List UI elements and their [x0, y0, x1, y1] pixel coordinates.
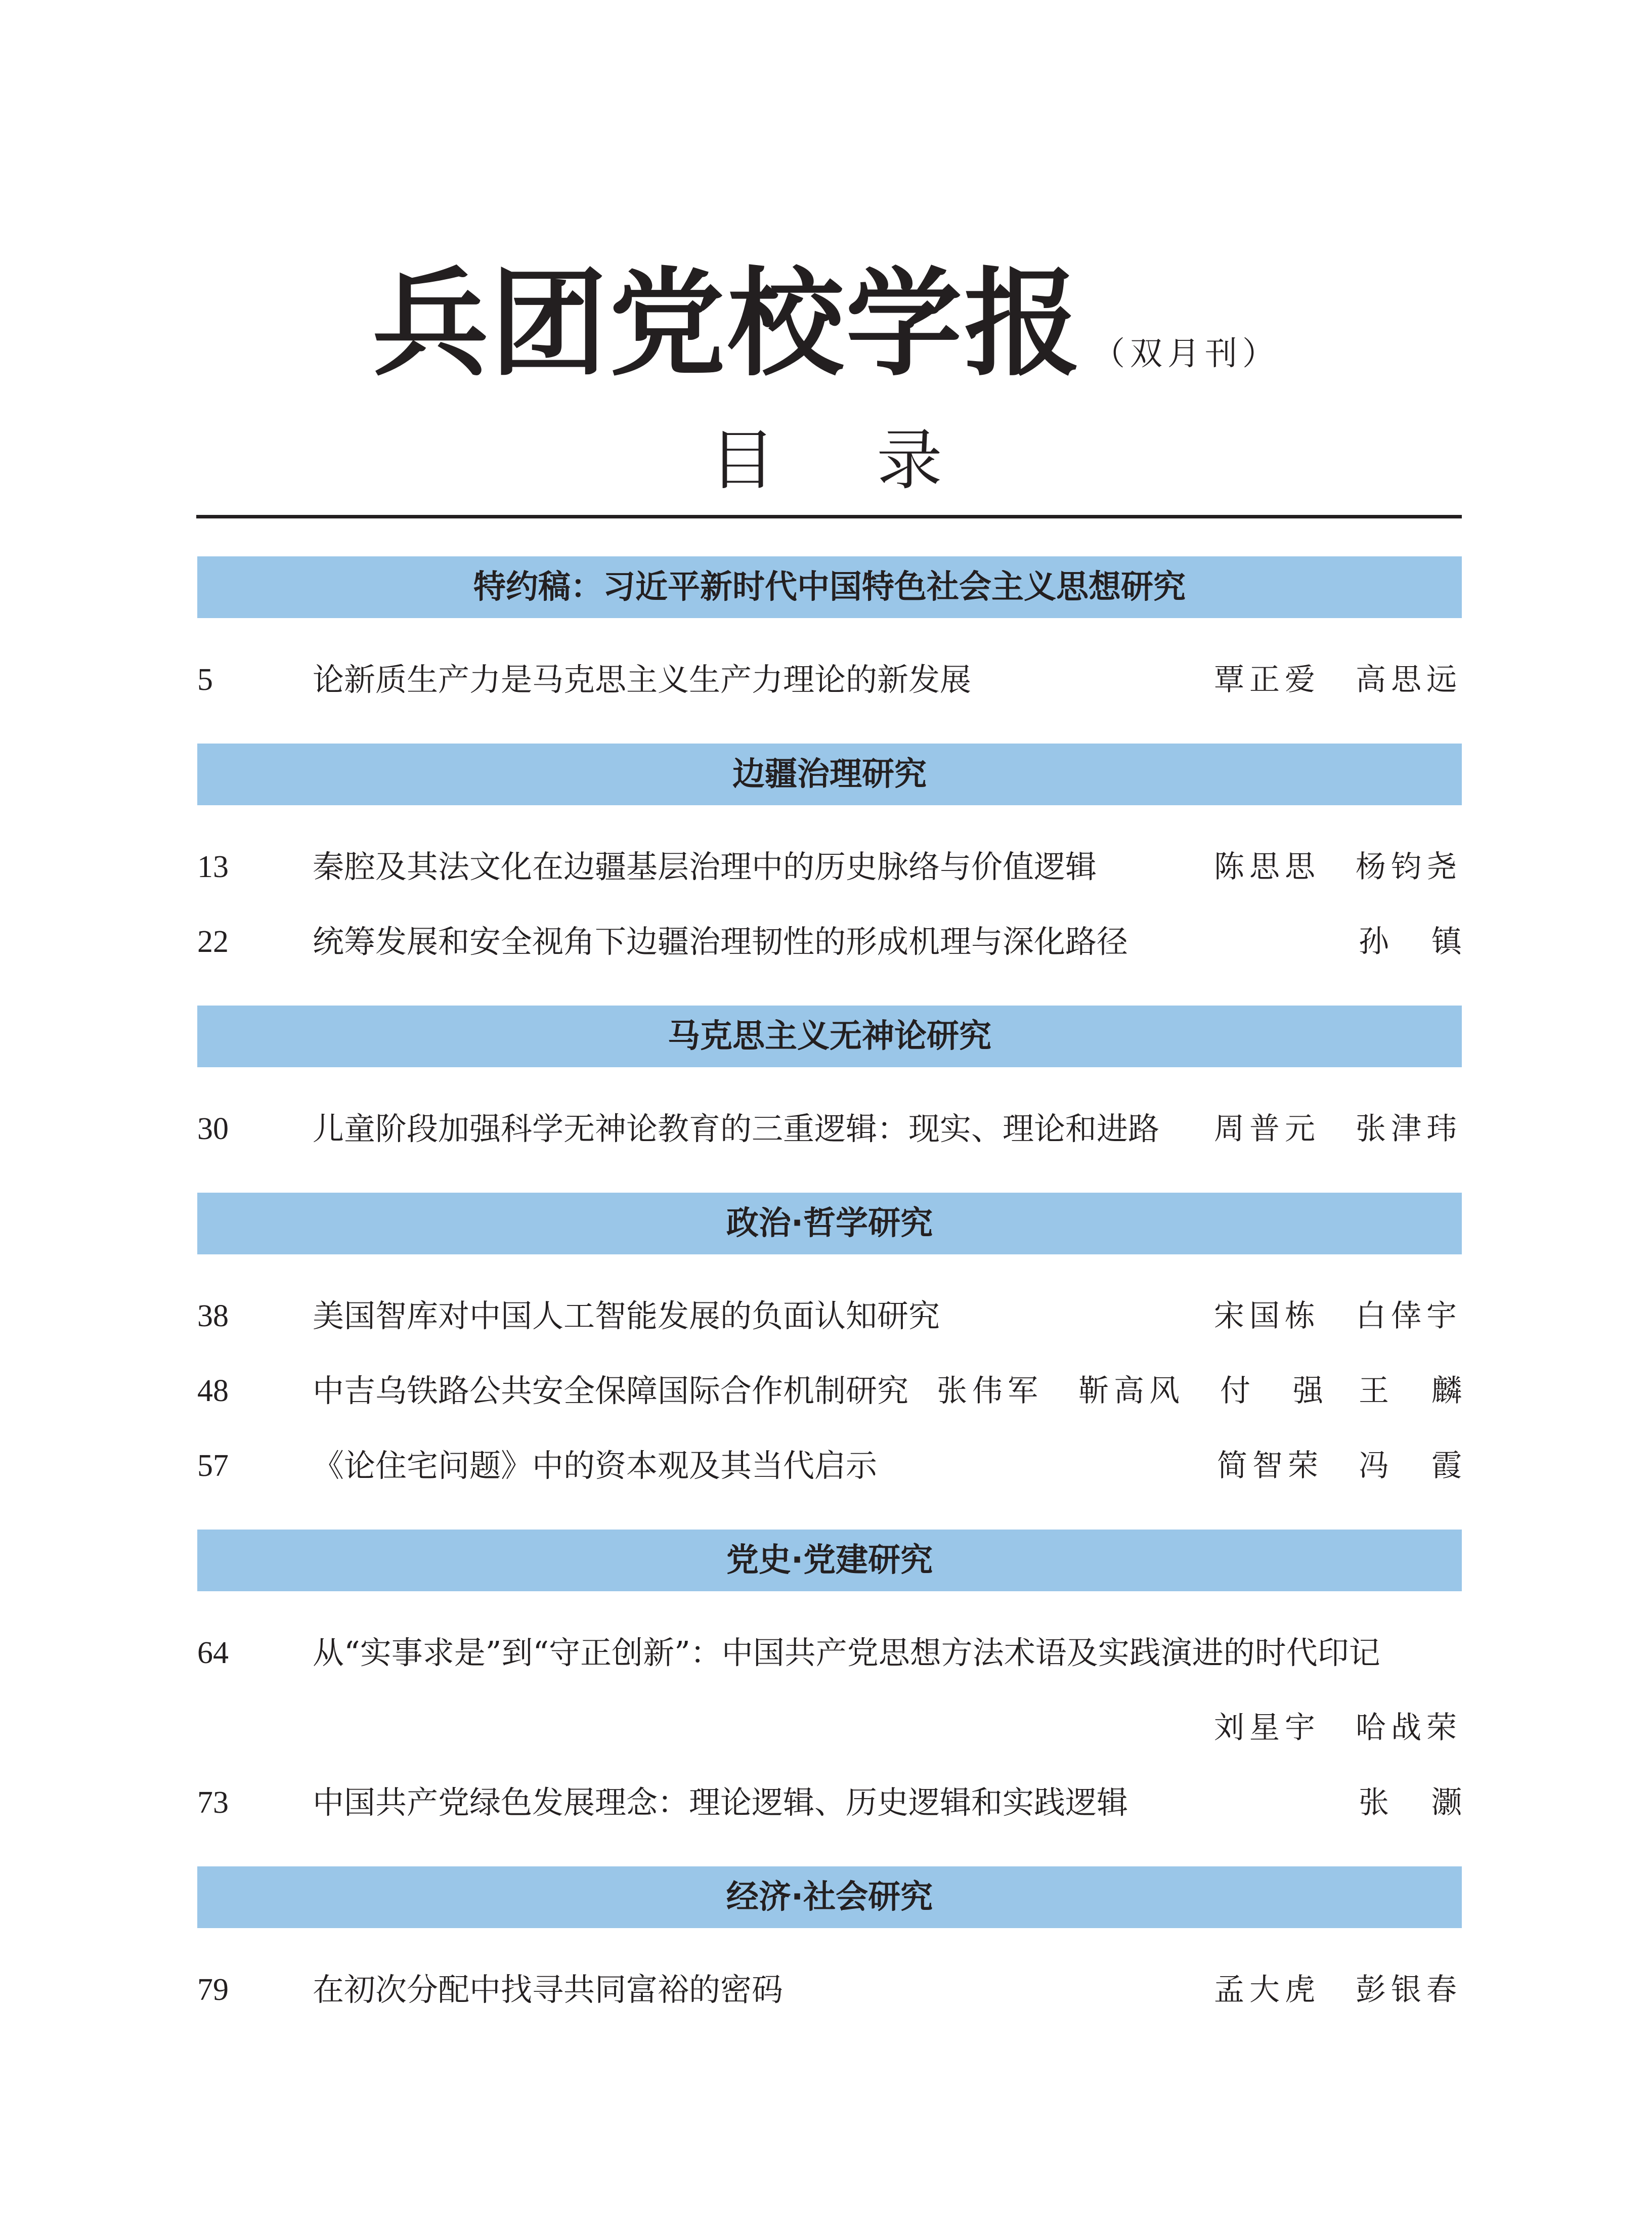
toc-entry-continued[interactable]: [197, 1690, 1462, 1765]
journal-title: 兵团党校学报: [372, 255, 1082, 392]
author-list: [1214, 1952, 1462, 2027]
article-title: 从“实事求是”到“守正创新”：中国共产党思想方法术语及实践演进的时代印记: [313, 1634, 1380, 1671]
section-heading: 边疆治理研究: [197, 744, 1462, 805]
article-title: 儿童阶段加强科学无神论教育的三重逻辑：现实、理论和进路: [313, 1110, 1160, 1147]
author-list: [1359, 904, 1504, 979]
toc-entry[interactable]: [197, 1279, 1462, 1354]
author-name: 高思远: [1356, 662, 1462, 697]
author-list: [1214, 642, 1462, 717]
masthead: [0, 253, 1652, 395]
article-title: 论新质生产力是马克思主义生产力理论的新发展: [313, 661, 972, 698]
author-name: 付强: [1220, 1373, 1366, 1409]
page-number: 64: [197, 1636, 229, 1670]
divider-rule: [196, 515, 1462, 518]
page-number: 73: [197, 1785, 229, 1820]
page-number: 22: [197, 925, 229, 959]
author-name: 刘星宇: [1214, 1710, 1320, 1746]
article-title: 《论住宅问题》中的资本观及其当代启示: [313, 1447, 878, 1484]
author-name: 孟大虎: [1214, 1972, 1320, 2008]
page-number: 5: [197, 663, 213, 697]
author-name: 覃正爱: [1214, 662, 1320, 697]
page-number: 48: [197, 1374, 229, 1408]
toc-entry[interactable]: [197, 1428, 1504, 1503]
toc-entry[interactable]: [197, 1616, 1462, 1690]
author-list: [1214, 1279, 1462, 1354]
author-name: 简智荣: [1217, 1448, 1323, 1484]
author-name: 宋国栋: [1214, 1298, 1320, 1334]
toc-entry[interactable]: [197, 830, 1462, 904]
article-title: 统筹发展和安全视角下边疆治理韧性的形成机理与深化路径: [313, 923, 1128, 960]
author-name: 张灏: [1359, 1785, 1504, 1820]
author-name: 白倖宇: [1356, 1298, 1462, 1334]
toc-entry[interactable]: [197, 1092, 1462, 1166]
article-title: 秦腔及其法文化在边疆基层治理中的历史脉络与价值逻辑: [313, 848, 1097, 885]
author-name: 孙镇: [1359, 924, 1504, 959]
author-name: 彭银春: [1356, 1972, 1462, 2008]
section-heading: 经济·社会研究: [197, 1866, 1462, 1928]
author-name: 王麟: [1359, 1373, 1504, 1409]
section-heading: 党史·党建研究: [197, 1530, 1462, 1591]
toc-entry[interactable]: [197, 904, 1504, 979]
article-title: 在初次分配中找寻共同富裕的密码: [313, 1971, 784, 2008]
author-name: 陈思思: [1214, 849, 1320, 885]
author-name: 张伟军: [937, 1373, 1043, 1409]
page-number: 57: [197, 1449, 229, 1483]
page-number: 13: [197, 850, 229, 884]
toc-heading: 目录: [709, 422, 1044, 499]
author-name: 杨钧尧: [1356, 849, 1462, 885]
article-title: 中国共产党绿色发展理念：理论逻辑、历史逻辑和实践逻辑: [313, 1784, 1128, 1821]
article-title: 中吉乌铁路公共安全保障国际合作机制研究: [313, 1372, 909, 1409]
section-heading: 政治·哲学研究: [197, 1193, 1462, 1254]
author-list: [1217, 1428, 1504, 1503]
author-name: 靳高风: [1078, 1373, 1185, 1409]
toc-entry[interactable]: [197, 1765, 1504, 1840]
author-list: [937, 1354, 1504, 1428]
author-name: 张津玮: [1356, 1111, 1462, 1147]
toc-entry[interactable]: [197, 1354, 1504, 1428]
author-name: 哈战荣: [1356, 1710, 1462, 1746]
page-number: 79: [197, 1973, 229, 2007]
author-name: 冯霞: [1359, 1448, 1504, 1484]
page-number: 30: [197, 1112, 229, 1146]
toc-entry[interactable]: [197, 1952, 1462, 2027]
toc-entry[interactable]: [197, 642, 1462, 717]
author-list: [1359, 1765, 1504, 1840]
publication-frequency: （双月刊）: [1093, 335, 1280, 373]
author-list: [1214, 1690, 1462, 1765]
author-list: [1214, 1092, 1462, 1166]
article-title: 美国智库对中国人工智能发展的负面认知研究: [313, 1297, 940, 1334]
section-heading: 马克思主义无神论研究: [197, 1006, 1462, 1067]
table-of-contents: [197, 556, 1504, 2027]
author-name: 周普元: [1214, 1111, 1320, 1147]
section-heading: 特约稿：习近平新时代中国特色社会主义思想研究: [197, 556, 1462, 618]
page-number: 38: [197, 1299, 229, 1333]
author-list: [1214, 830, 1462, 904]
